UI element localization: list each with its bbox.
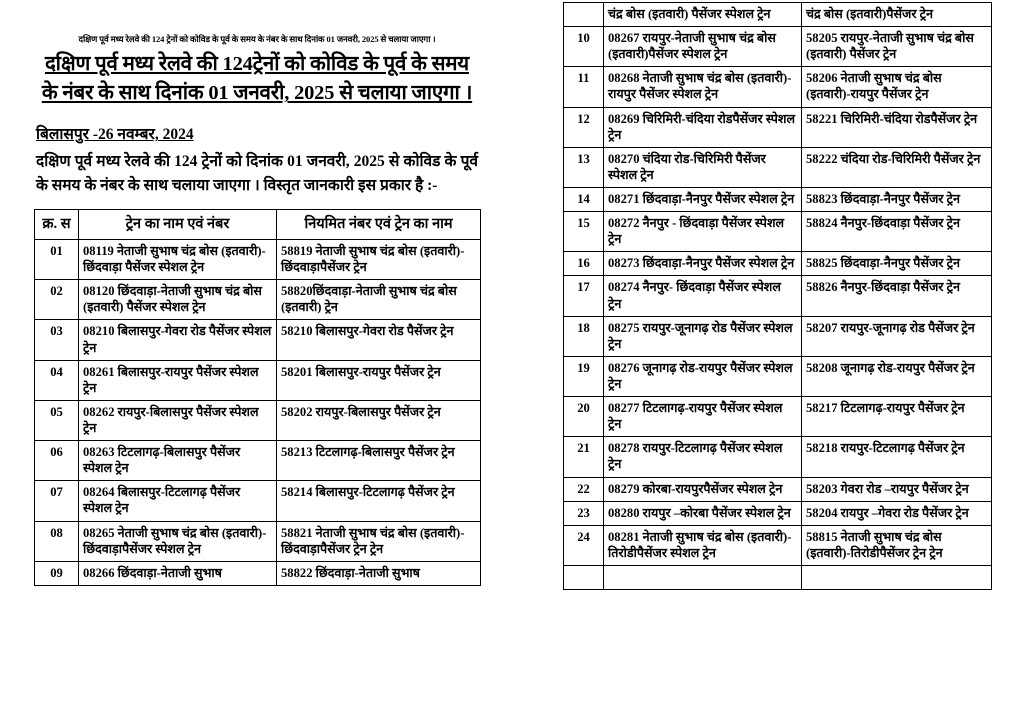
cell-train: चंद्र बोस (इतवारी) पैसेंजर स्पेशल ट्रेन [604,3,802,27]
cell-regular: 58217 टिटलागढ़-रायपुर पैसेंजर ट्रेन [802,397,992,437]
table-row [35,481,481,521]
cell-regular: चंद्र बोस (इतवारी)पैसेंजर ट्रेन [802,3,992,27]
cell-train: 08266 छिंदवाड़ा-नेताजी सुभाष [79,561,277,585]
cell-train: 08270 चंदिया रोड-चिरिमिरी पैसेंजर स्पेशल ट्रेन [604,147,802,187]
cell-sn: 19 [564,356,604,396]
cell-sn: 13 [564,147,604,187]
cell-regular: 58825 छिंदवाड़ा-नैनपुर पैसेंजर ट्रेन [802,252,992,276]
table-row [564,477,992,501]
train-table-right [563,2,992,590]
cell-train: 08210 बिलासपुर-गेवरा रोड पैसेंजर स्पेशल ट्रेन [79,320,277,360]
page-title: दक्षिण पूर्व मध्य रेलवे की 124ट्रेनों को कोविड के पूर्व के समय के नंबर के साथ दिनांक 01 जनवरी, 2025 से चलाया जाएगा । [41,53,473,105]
cell-sn: 20 [564,397,604,437]
table-row [564,316,992,356]
cell-sn: 23 [564,501,604,525]
table-row [564,3,992,27]
cell-sn: 04 [35,360,79,400]
cell-regular: 58826 नैनपुर-छिंदवाड़ा पैसेंजर ट्रेन [802,276,992,316]
table-row [35,360,481,400]
table-header-row [35,209,481,239]
cell-regular: 58202 रायपुर-बिलासपुर पैसेंजर ट्रेन [277,400,481,440]
cell-regular: 58819 नेताजी सुभाष चंद्र बोस (इतवारी)-छिंदवाड़ापैसेंजर ट्रेन [277,240,481,280]
cell-train: 08275 रायपुर-जूनागढ़ रोड पैसेंजर स्पेशल ट्रेन [604,316,802,356]
cell-sn: 15 [564,212,604,252]
cell-regular [802,565,992,589]
table-row [564,147,992,187]
cell-sn [564,3,604,27]
cell-train: 08120 छिंदवाड़ा-नेताजी सुभाष चंद्र बोस (इतवारी) पैसेंजर स्पेशल ट्रेन [79,280,277,320]
column-header-train-name-number: ट्रेन का नाम एवं नंबर [79,209,277,239]
cell-train: 08269 चिरिमिरी-चंदिया रोडपैसेंजर स्पेशल ट्रेन [604,107,802,147]
cell-sn: 24 [564,525,604,565]
cell-regular: 58201 बिलासपुर-रायपुर पैसेंजर ट्रेन [277,360,481,400]
cell-regular: 58210 बिलासपुर-गेवरा रोड पैसेंजर ट्रेन [277,320,481,360]
cell-sn: 08 [35,521,79,561]
cell-regular: 58214 बिलासपुर-टिटलागढ़ पैसेंजर ट्रेन [277,481,481,521]
cell-sn: 06 [35,441,79,481]
cell-sn: 18 [564,316,604,356]
table-row [564,107,992,147]
cell-regular: 58203 गेवरा रोड –रायपुर पैसेंजर ट्रेन [802,477,992,501]
cell-regular: 58205 रायपुर-नेताजी सुभाष चंद्र बोस (इतवारी) पैसेंजर ट्रेन [802,27,992,67]
cell-train: 08278 रायपुर-टिटलागढ़ पैसेंजर स्पेशल ट्रेन [604,437,802,477]
table-row [35,521,481,561]
cell-train: 08265 नेताजी सुभाष चंद्र बोस (इतवारी)-छिंदवाड़ापैसेंजर स्पेशल ट्रेन [79,521,277,561]
table-row [564,525,992,565]
cell-train: 08264 बिलासपुर-टिटलागढ़ पैसेंजर स्पेशल ट्रेन [79,481,277,521]
cell-train: 08272 नैनपुर - छिंदवाड़ा पैसेंजर स्पेशल ट्रेन [604,212,802,252]
cell-sn: 21 [564,437,604,477]
table-row [35,240,481,280]
cell-train: 08273 छिंदवाड़ा-नैनपुर पैसेंजर स्पेशल ट्रेन [604,252,802,276]
cell-sn: 10 [564,27,604,67]
column-header-regular-number-name: नियमित नंबर एवं ट्रेन का नाम [277,209,481,239]
cell-train: 08268 नेताजी सुभाष चंद्र बोस (इतवारी)-रायपुर पैसेंजर स्पेशल ट्रेन [604,67,802,107]
cell-train: 08281 नेताजी सुभाष चंद्र बोस (इतवारी)-तिरोडीपैसेंजर स्पेशल ट्रेन [604,525,802,565]
cell-train: 08261 बिलासपुर-रायपुर पैसेंजर स्पेशल ट्रेन [79,360,277,400]
table-row [35,320,481,360]
table-row [564,501,992,525]
cell-regular: 58820छिंदवाड़ा-नेताजी सुभाष चंद्र बोस (इतवारी) ट्रेन [277,280,481,320]
cell-regular: 58222 चंदिया रोड-चिरिमिरी पैसेंजर ट्रेन [802,147,992,187]
table-row [35,561,481,585]
cell-regular: 58221 चिरिमिरी-चंदिया रोडपैसेंजर ट्रेन [802,107,992,147]
table-row [564,437,992,477]
cell-sn: 07 [35,481,79,521]
running-header: दक्षिण पूर्व मध्य रेलवे की 124 ट्रेनों को कोविड के पूर्व के समय के नंबर के साथ दिनांक 01 जनवरी, 2025 से चलाया जाएगा । [78,34,436,44]
cell-regular: 58207 रायपुर-जूनागढ़ रोड पैसेंजर ट्रेन [802,316,992,356]
train-table-left [34,209,481,586]
cell-regular: 58204 रायपुर –गेवरा रोड पैसेंजर ट्रेन [802,501,992,525]
cell-train: 08277 टिटलागढ़-रायपुर पैसेंजर स्पेशल ट्रेन [604,397,802,437]
right-column [563,2,991,590]
cell-sn: 11 [564,67,604,107]
cell-regular: 58823 छिंदवाड़ा-नैनपुर पैसेंजर ट्रेन [802,187,992,211]
table-row [564,356,992,396]
cell-sn: 03 [35,320,79,360]
cell-train: 08279 कोरबा-रायपुरपैसेंजर स्पेशल ट्रेन [604,477,802,501]
table-row [564,67,992,107]
cell-train [604,565,802,589]
cell-sn: 02 [35,280,79,320]
cell-sn: 16 [564,252,604,276]
table-row [564,187,992,211]
table-row [564,27,992,67]
table-row [35,280,481,320]
cell-sn [564,565,604,589]
column-header-sn: क्र. स [35,209,79,239]
left-column [34,34,480,586]
cell-train: 08267 रायपुर-नेताजी सुभाष चंद्र बोस (इतवारी)पैसेंजर स्पेशल ट्रेन [604,27,802,67]
cell-regular: 58206 नेताजी सुभाष चंद्र बोस (इतवारी)-रायपुर पैसेंजर ट्रेन [802,67,992,107]
cell-train: 08262 रायपुर-बिलासपुर पैसेंजर स्पेशल ट्रेन [79,400,277,440]
cell-sn: 09 [35,561,79,585]
cell-regular: 58815 नेताजी सुभाष चंद्र बोस (इतवारी)-तिरोडीपैसेंजर ट्रेन ट्रेन [802,525,992,565]
cell-regular: 58824 नैनपुर-छिंदवाड़ा पैसेंजर ट्रेन [802,212,992,252]
cell-regular: 58218 रायपुर-टिटलागढ़ पैसेंजर ट्रेन [802,437,992,477]
cell-regular: 58208 जूनागढ़ रोड-रायपुर पैसेंजर ट्रेन [802,356,992,396]
cell-train: 08276 जूनागढ़ रोड-रायपुर पैसेंजर स्पेशल ट्रेन [604,356,802,396]
table-row [564,212,992,252]
table-row [35,441,481,481]
cell-sn: 05 [35,400,79,440]
cell-regular: 58822 छिंदवाड़ा-नेताजी सुभाष [277,561,481,585]
table-row [564,276,992,316]
cell-sn: 14 [564,187,604,211]
cell-sn: 12 [564,107,604,147]
cell-train: 08263 टिटलागढ़-बिलासपुर पैसेंजर स्पेशल ट्रेन [79,441,277,481]
table-row [564,252,992,276]
lede-paragraph: दक्षिण पूर्व मध्य रेलवे की 124 ट्रेनों को दिनांक 01 जनवरी, 2025 से कोविड के पूर्व के समय के नंबर के साथ चलाया जाएगा । विस्तृत जानकारी इस प्रकार है :- [36,153,478,194]
cell-regular: 58213 टिटलागढ़-बिलासपुर पैसेंजर ट्रेन [277,441,481,481]
cell-regular: 58821 नेताजी सुभाष चंद्र बोस (इतवारी)-छिंदवाड़ापैसेंजर ट्रेन ट्रेन [277,521,481,561]
table-row [564,565,992,589]
table-row [564,397,992,437]
dateline: बिलासपुर -26 नवम्बर, 2024 [36,126,194,144]
cell-train: 08280 रायपुर –कोरबा पैसेंजर स्पेशल ट्रेन [604,501,802,525]
cell-train: 08119 नेताजी सुभाष चंद्र बोस (इतवारी)-छिंदवाड़ा पैसेंजर स्पेशल ट्रेन [79,240,277,280]
table-row [35,400,481,440]
cell-train: 08274 नैनपुर- छिंदवाड़ा पैसेंजर स्पेशल ट्रेन [604,276,802,316]
cell-sn: 17 [564,276,604,316]
cell-train: 08271 छिंदवाड़ा-नैनपुर पैसेंजर स्पेशल ट्रेन [604,187,802,211]
cell-sn: 22 [564,477,604,501]
cell-sn: 01 [35,240,79,280]
